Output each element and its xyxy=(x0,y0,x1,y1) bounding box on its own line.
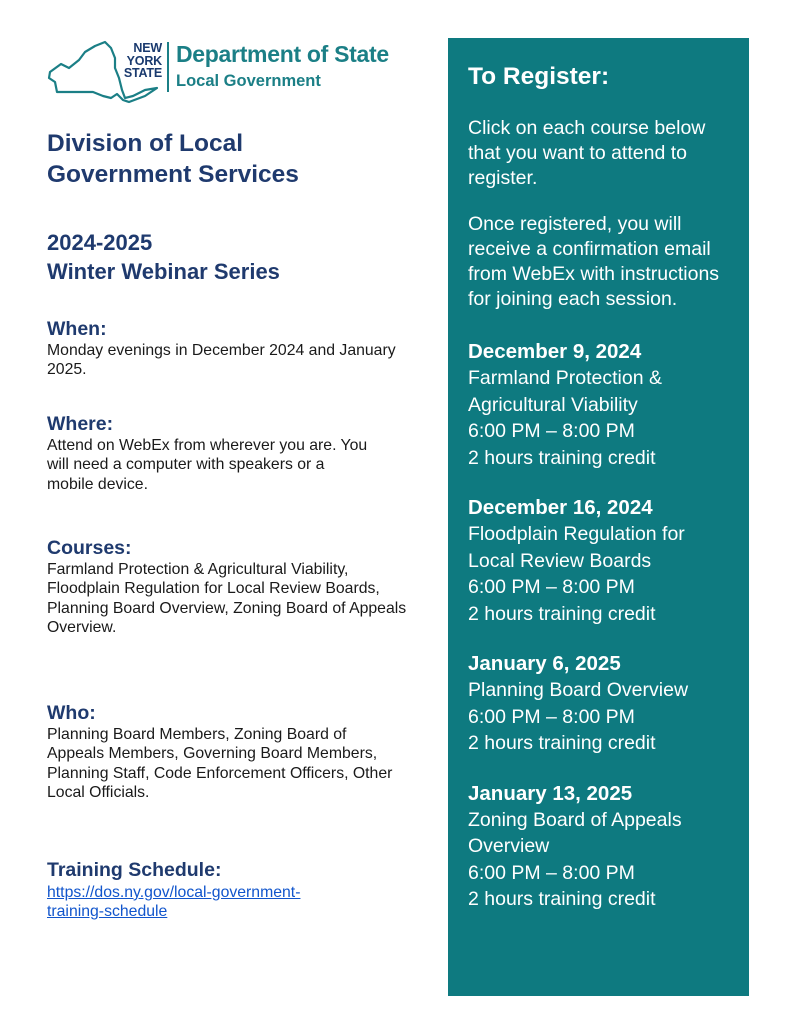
logo-subtitle: Local Government xyxy=(176,72,321,90)
section-title: When: xyxy=(47,318,107,340)
session-title: Local Review Boards xyxy=(468,549,652,572)
register-intro: Click on each course below that you want to attend to register. xyxy=(468,117,706,190)
who-section xyxy=(47,702,407,802)
session-time: 6:00 PM – 8:00 PM xyxy=(468,705,635,728)
training-schedule-link[interactable] xyxy=(47,883,407,922)
session-course-link[interactable] xyxy=(468,495,740,627)
session-course-link[interactable] xyxy=(468,339,740,471)
session-credit: 2 hours training credit xyxy=(468,602,656,625)
session-credit: 2 hours training credit xyxy=(468,888,656,911)
session-credit: 2 hours training credit xyxy=(468,732,656,755)
section-title: Courses: xyxy=(47,537,132,559)
session-title: Agricultural Viability xyxy=(468,393,638,416)
division-heading-line: Government Services xyxy=(47,161,299,188)
courses-section xyxy=(47,537,407,637)
section-title: Where: xyxy=(47,413,114,435)
registration-panel xyxy=(448,38,749,996)
series-heading-line: Winter Webinar Series xyxy=(47,259,280,284)
session-date: January 13, 2025 xyxy=(468,781,633,805)
where-section xyxy=(47,413,407,494)
logo-state-line: STATE xyxy=(123,66,162,80)
session-course-link[interactable] xyxy=(468,651,740,757)
session-time: 6:00 PM – 8:00 PM xyxy=(468,420,635,443)
logo-state-wordmark xyxy=(116,42,162,80)
session-date: January 6, 2025 xyxy=(468,652,621,676)
logo-divider xyxy=(167,42,169,92)
register-title: To Register: xyxy=(468,63,610,90)
session-time: 6:00 PM – 8:00 PM xyxy=(468,861,635,884)
section-title: Who: xyxy=(47,702,96,724)
training-link-line: https://dos.ny.gov/local-government- xyxy=(47,884,301,901)
section-body: Farmland Protection & Agricultural Viability, Floodplain Regulation for Local Review Boards, Planning Board Overview, Zoning Board of Appeals Overview. xyxy=(47,561,407,636)
when-section xyxy=(47,318,407,380)
session-title: Planning Board Overview xyxy=(468,679,689,702)
session-credit: 2 hours training credit xyxy=(468,446,656,469)
section-body: Planning Board Members, Zoning Board of Appeals Members, Governing Board Members, Planning Staff, Code Enforcement Officers, Other Local Officials. xyxy=(47,726,393,801)
series-heading-line: 2024-2025 xyxy=(47,230,153,255)
series-heading xyxy=(47,228,407,286)
session-date: December 16, 2024 xyxy=(468,496,653,520)
session-course-link[interactable] xyxy=(468,781,740,913)
session-title: Floodplain Regulation for xyxy=(468,523,685,546)
section-body: Monday evenings in December 2024 and January 2025. xyxy=(47,342,396,379)
session-title: Farmland Protection & xyxy=(468,367,663,390)
nys-dos-logo xyxy=(45,38,405,106)
training-schedule-section xyxy=(47,859,407,922)
division-heading-line: Division of Local xyxy=(47,130,244,157)
training-schedule-title: Training Schedule: xyxy=(47,859,222,881)
session-date: December 9, 2024 xyxy=(468,340,642,364)
logo-state-line: NEW xyxy=(133,41,162,55)
logo-department: Department of State xyxy=(176,41,389,67)
training-link-line: training-schedule xyxy=(47,903,168,921)
logo-state-line: YORK xyxy=(126,53,162,68)
section-body: Attend on WebEx from wherever you are. You will need a computer with speakers or a mobile device. xyxy=(47,437,368,493)
session-title: Overview xyxy=(468,835,550,858)
division-heading xyxy=(47,128,407,190)
session-time: 6:00 PM – 8:00 PM xyxy=(468,576,635,599)
session-title: Zoning Board of Appeals xyxy=(468,808,682,831)
register-confirmation: Once registered, you will receive a confirmation email from WebEx with instructions for joining each session. xyxy=(468,212,720,311)
